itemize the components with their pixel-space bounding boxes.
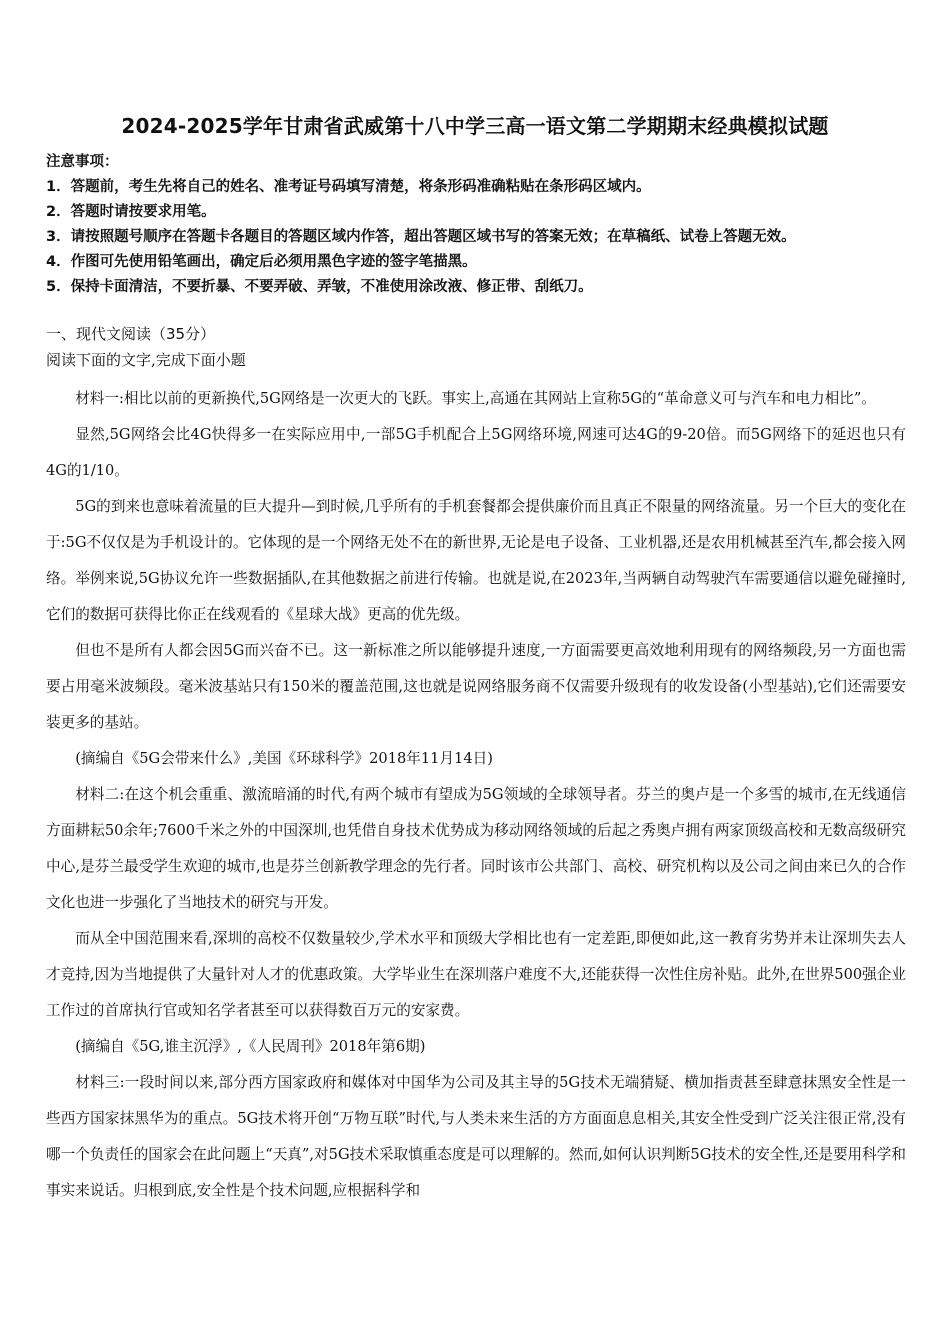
notice-item: 4．作图可先使用铅笔画出，确定后必须用黑色字迹的签字笔描黑。 <box>46 254 477 270</box>
notice-item: 3．请按照题号顺序在答题卡各题目的答题区域内作答，超出答题区域书写的答案无效；在草稿纸、试卷上答题无效。 <box>46 229 796 245</box>
passage-paragraph: 材料三:一段时间以来,部分西方国家政府和媒体对中国华为公司及其主导的5G技术无端猜疑、横加指责甚至肆意抹黑安全性是一些西方国家抹黑华为的重点。5G技术将开创“万物互联”时代,与人类未来生活的方方面面息息相关,其安全性受到广泛关注很正常,没有哪一个负责任的国家会在此问题上“天真”,对5G技术采取慎重态度是可以理解的。然而,如何认识判断5G技术的安全性,还是要用科学和事实来说话。归根到底,安全性是个技术问题,应根据科学和 <box>46 1074 906 1199</box>
source-citation: (摘编自《5G,谁主沉浮》,《人民周刊》2018年第6期) <box>75 1038 426 1055</box>
notice-heading: 注意事项： <box>46 154 119 170</box>
source-citation: (摘编自《5G会带来什么》,美国《环球科学》2018年11月14日) <box>75 750 493 767</box>
reading-passage <box>46 381 906 1209</box>
passage-paragraph: 材料二:在这个机会重重、激流暗涌的时代,有两个城市有望成为5G领域的全球领导者。芬兰的奥卢是一个多雪的城市,在无线通信方面耕耘50余年;7600千米之外的中国深圳,也凭借自身技术优势成为移动网络领域的后起之秀奥卢拥有两家顶级高校和无数高级研究中心,是芬兰最受学生欢迎的城市,也是芬兰创新教学理念的先行者。同时该市公共部门、高校、研究机构以及公司之间由来已久的合作文化也进一步强化了当地技术的研究与开发。 <box>46 786 906 911</box>
passage-paragraph: 5G的到来也意味着流量的巨大提升—到时候,几乎所有的手机套餐都会提供廉价而且真正不限量的网络流量。另一个巨大的变化在于:5G不仅仅是为手机设计的。它体现的是一个网络无处不在的新世界,无论是电子设备、工业机器,还是农用机械甚至汽车,都会接入网络。举例来说,5G协议允许一些数据插队,在其他数据之前进行传输。也就是说,在2023年,当两辆自动驾驶汽车需要通信以避免碰撞时,它们的数据可获得比你正在线观看的《星球大战》更高的优先级。 <box>46 498 906 623</box>
passage-paragraph: 显然,5G网络会比4G快得多一在实际应用中,一部5G手机配合上5G网络环境,网速可达4G的9-20倍。而5G网络下的延迟也只有4G的1/10。 <box>46 426 906 479</box>
exam-title: 2024-2025学年甘肃省武威第十八中学三高一语文第二学期期末经典模拟试题 <box>121 114 829 138</box>
passage-paragraph: 而从全中国范围来看,深圳的高校不仅数量较少,学术水平和顶级大学相比也有一定差距,即便如此,这一教育劣势并未让深圳失去人才竞持,因为当地提供了大量针对人才的优惠政策。大学毕业生在深圳落户难度不大,还能获得一次性住房补贴。此外,在世界500强企业工作过的首席执行官或知名学者甚至可以获得数百万元的安家费。 <box>46 930 906 1019</box>
notice-block <box>46 150 916 300</box>
notice-item: 2．答题时请按要求用笔。 <box>46 204 216 220</box>
notice-item: 1．答题前，考生先将自己的姓名、准考证号码填写清楚，将条形码准确粘贴在条形码区域内。 <box>46 179 651 195</box>
passage-paragraph: 但也不是所有人都会因5G而兴奋不已。这一新标准之所以能够提升速度,一方面需要更高效地利用现有的网络频段,另一方面也需要占用毫米波频段。毫米波基站只有150米的覆盖范围,这也就是说网络服务商不仅需要升级现有的收发设备(小型基站),它们还需要安装更多的基站。 <box>46 642 906 731</box>
section-heading: 一、现代文阅读（35分） <box>46 325 216 343</box>
section-instruction: 阅读下面的文字,完成下面小题 <box>46 351 246 369</box>
notice-item: 5．保持卡面清洁，不要折暴、不要弄破、弄皱，不准使用涂改液、修正带、刮纸刀。 <box>46 279 593 295</box>
passage-paragraph: 材料一:相比以前的更新换代,5G网络是一次更大的飞跃。事实上,高通在其网站上宣称5G的“革命意义可与汽车和电力相比”。 <box>75 390 876 407</box>
